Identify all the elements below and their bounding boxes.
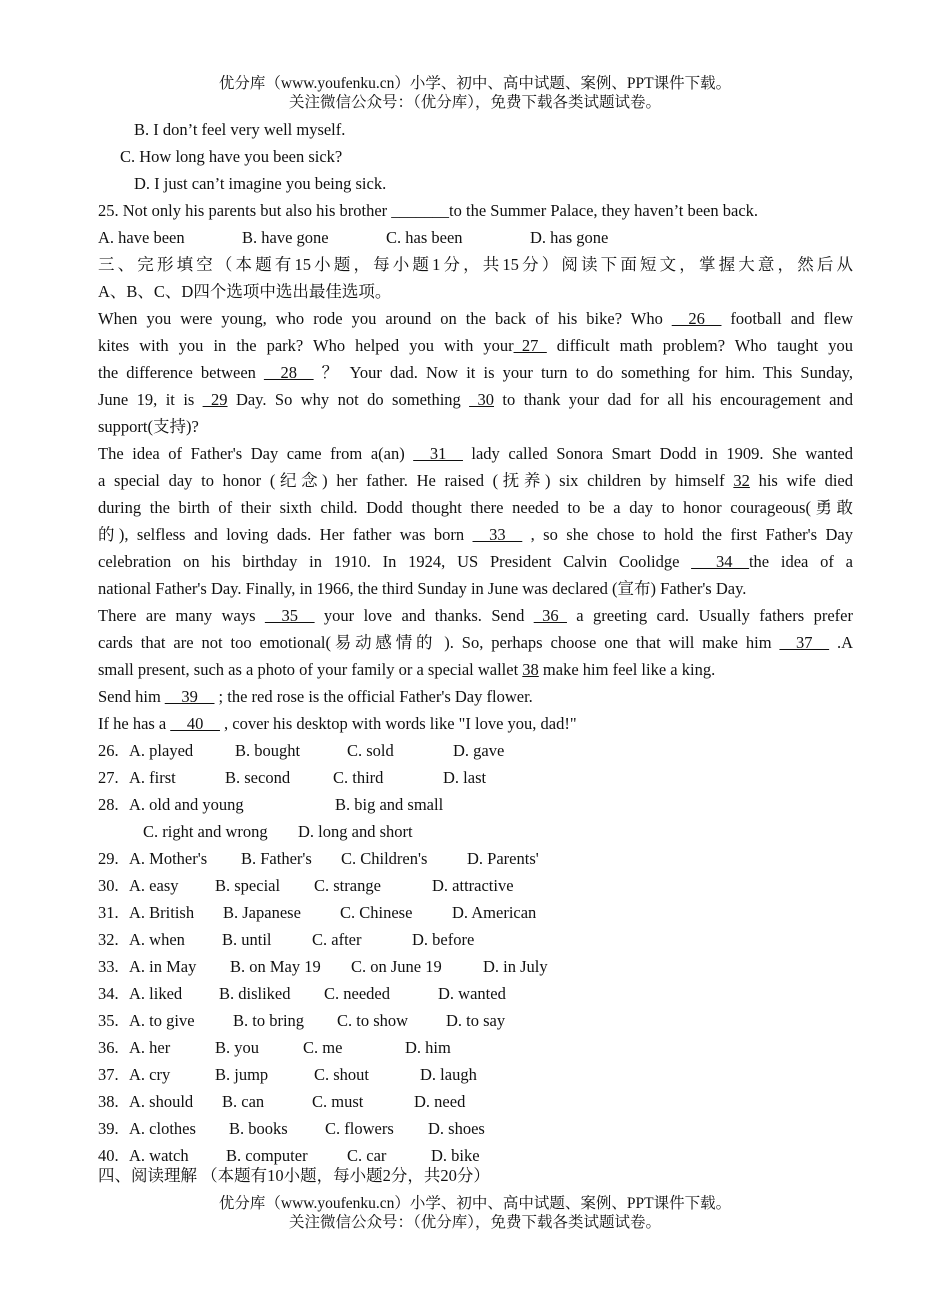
question-36 — [98, 1034, 853, 1061]
passage-p3-line-5 — [98, 710, 853, 737]
passage-text: kites with you in the park? Who helped you with your — [98, 336, 514, 355]
question-33 — [98, 953, 853, 980]
question-number: 28. — [98, 795, 119, 814]
q24-option-b: B. I don’t feel very well myself. — [134, 120, 346, 139]
question-number: 36. — [98, 1038, 119, 1057]
passage-text: make him feel like a king. — [538, 660, 716, 679]
question-option: B. big and small — [335, 795, 444, 814]
section3-title-line-1: 三、完形填空（本题有15小题，每小题1分，共15分）阅读下面短文，掌握大意，然后从 — [98, 255, 853, 274]
question-number: 29. — [98, 849, 119, 868]
question-38 — [98, 1088, 853, 1115]
question-26 — [98, 737, 853, 764]
passage-text: cards that are not too emotional(易动感情的 ). So, perhaps choose one that will make him — [98, 633, 780, 652]
question-option: B. until — [222, 930, 272, 949]
question-option: A. watch — [129, 1146, 189, 1165]
blank: _27_ — [513, 336, 547, 355]
q25-stem: 25. Not only his parents but also his brother _______to the Summer Palace, they haven’t been back. — [98, 201, 759, 220]
question-number: 40. — [98, 1146, 119, 1165]
question-option: D. to say — [446, 1011, 506, 1030]
question-number: 34. — [98, 984, 119, 1003]
passage-p2-line-6 — [98, 575, 853, 602]
question-option: C. after — [312, 930, 362, 949]
blank: ___34__ — [691, 552, 749, 571]
question-option: B. Japanese — [223, 903, 301, 922]
question-option: C. right and wrong — [143, 822, 268, 841]
question-option: C. third — [333, 768, 384, 787]
blank: 32 — [733, 471, 750, 490]
question-option: C. car — [347, 1146, 387, 1165]
passage-p1-line-5 — [98, 413, 853, 440]
question-option: C. flowers — [325, 1119, 394, 1138]
question-option: C. sold — [347, 741, 394, 760]
question-option: C. Chinese — [340, 903, 413, 922]
passage-text: , cover his desktop with words like "I love you, dad!" — [219, 714, 577, 733]
question-number: 31. — [98, 903, 119, 922]
question-option: D. attractive — [432, 876, 514, 895]
question-option: D. laugh — [420, 1065, 477, 1084]
passage-p2-line-5 — [98, 548, 853, 575]
passage-text: Send him — [98, 687, 165, 706]
passage-p1-line-2 — [98, 332, 853, 359]
passage-p3-line-2 — [98, 629, 853, 656]
question-option: B. books — [229, 1119, 288, 1138]
passage-p2-line-4 — [98, 521, 853, 548]
page-header-line-1: 优分库（www.youfenku.cn）小学、初中、高中试题、案例、PPT课件下载。 — [218, 75, 732, 92]
question-34 — [98, 980, 853, 1007]
question-option: D. need — [414, 1092, 466, 1111]
passage-text: difficult math problem? Who taught you — [546, 336, 854, 355]
passage-text: June 19, it is — [98, 390, 203, 409]
blank: __28__ — [264, 363, 314, 382]
question-option: A. in May — [129, 957, 197, 976]
blank: __40__ — [170, 714, 220, 733]
question-option: D. wanted — [438, 984, 506, 1003]
passage-text: football and flew — [721, 309, 853, 328]
question-number: 30. — [98, 876, 119, 895]
question-option: C. strange — [314, 876, 381, 895]
q25-option-b: B. have gone — [242, 228, 329, 247]
passage-text: a greeting card. Usually fathers prefer — [566, 606, 853, 625]
question-number: 38. — [98, 1092, 119, 1111]
passage-p2-line-3 — [98, 494, 853, 521]
passage-text: ; the red rose is the official Father's Day flower. — [214, 687, 533, 706]
q25-option-a: A. have been — [98, 228, 185, 247]
question-option: A. played — [129, 741, 194, 760]
passage-text: national Father's Day. Finally, in 1966, the third Sunday in June was declared (宣布) Father's Day. — [98, 579, 747, 598]
passage-p2-line-2 — [98, 467, 853, 494]
passage-text: his wife died — [749, 471, 854, 490]
passage-text: .A — [829, 633, 854, 652]
passage-text: support(支持)? — [98, 417, 199, 436]
question-28-options-line-2 — [143, 818, 898, 845]
question-option: A. liked — [129, 984, 183, 1003]
question-option: A. when — [129, 930, 185, 949]
blank: __33__ — [472, 525, 523, 544]
question-option: A. first — [129, 768, 176, 787]
blank: __31__ — [413, 444, 463, 463]
question-option: D. him — [405, 1038, 451, 1057]
question-number: 35. — [98, 1011, 119, 1030]
passage-text: , so she chose to hold the first Father's Day — [522, 525, 853, 544]
blank: __37__ — [779, 633, 830, 652]
question-number: 39. — [98, 1119, 119, 1138]
passage-p3-line-1 — [98, 602, 853, 629]
question-option: A. British — [129, 903, 195, 922]
question-option: A. cry — [129, 1065, 171, 1084]
q25-option-d: D. has gone — [530, 228, 609, 247]
question-option: D. long and short — [298, 822, 413, 841]
passage-p1-line-1 — [98, 305, 853, 332]
question-option: C. needed — [324, 984, 390, 1003]
passage-text: during the birth of their sixth child. Dodd thought there needed to be a day to honor courageous(勇敢 — [98, 498, 853, 517]
page-footer-line-1: 优分库（www.youfenku.cn）小学、初中、高中试题、案例、PPT课件下载。 — [218, 1195, 732, 1212]
passage-text: your love and thanks. Send — [314, 606, 534, 625]
passage-text: Day. So why not do something — [227, 390, 470, 409]
q25-options — [98, 224, 853, 251]
question-option: D. shoes — [428, 1119, 485, 1138]
passage-text: If he has a — [98, 714, 171, 733]
blank: _30 — [469, 390, 494, 409]
question-option: B. bought — [235, 741, 301, 760]
question-option: D. American — [452, 903, 537, 922]
passage-text: ？ Your dad. Now it is your turn to do something for him. This Sunday, — [313, 363, 853, 382]
question-option: A. to give — [129, 1011, 195, 1030]
q24-option-d: D. I just can’t imagine you being sick. — [134, 174, 387, 193]
passage-text: small present, such as a photo of your family or a special wallet — [98, 660, 523, 679]
question-29 — [98, 845, 853, 872]
section4-title: 四、阅读理解 （本题有10小题，每小题2分，共20分） — [98, 1166, 490, 1185]
question-option: D. last — [443, 768, 487, 787]
passage-text: a special day to honor (纪念) her father. He raised (抚养) six children by himself — [98, 471, 734, 490]
blank: __26__ — [671, 309, 722, 328]
blank: __35__ — [264, 606, 315, 625]
question-31 — [98, 899, 853, 926]
blank: 38 — [522, 660, 539, 679]
question-option: B. Father's — [241, 849, 312, 868]
question-option: A. Mother's — [129, 849, 208, 868]
passage-text: There are many ways — [98, 606, 265, 625]
passage-p3-line-3 — [98, 656, 853, 683]
question-option: C. Children's — [341, 849, 428, 868]
page-header-line-2: 关注微信公众号：（优分库），免费下载各类试题试卷。 — [288, 94, 661, 111]
question-option: C. must — [312, 1092, 364, 1111]
question-number: 27. — [98, 768, 119, 787]
passage-p3-line-4 — [98, 683, 853, 710]
question-option: A. clothes — [129, 1119, 196, 1138]
question-32 — [98, 926, 853, 953]
page-footer-line-2: 关注微信公众号：（优分库），免费下载各类试题试卷。 — [288, 1214, 661, 1231]
question-30 — [98, 872, 853, 899]
question-option: B. special — [215, 876, 281, 895]
passage-p1-line-3 — [98, 359, 853, 386]
question-35 — [98, 1007, 853, 1034]
passage-text: 的), selfless and loving dads. Her father was born — [98, 525, 473, 544]
question-option: B. jump — [215, 1065, 269, 1084]
section3-title-line-2: A、B、C、D四个选项中选出最佳选项。 — [98, 282, 392, 301]
blank: __39__ — [164, 687, 215, 706]
question-option: A. should — [129, 1092, 194, 1111]
q25-option-c: C. has been — [386, 228, 463, 247]
question-option: D. gave — [453, 741, 505, 760]
question-option: B. computer — [226, 1146, 308, 1165]
question-option: C. to show — [337, 1011, 409, 1030]
passage-p2-line-1 — [98, 440, 853, 467]
question-option: B. second — [225, 768, 291, 787]
question-number: 37. — [98, 1065, 119, 1084]
passage-p1-line-4 — [98, 386, 853, 413]
question-option: D. in July — [483, 957, 548, 976]
question-27 — [98, 764, 853, 791]
question-option: D. before — [412, 930, 475, 949]
question-number: 32. — [98, 930, 119, 949]
question-option: A. her — [129, 1038, 171, 1057]
question-option: C. on June 19 — [351, 957, 442, 976]
question-number: 33. — [98, 957, 119, 976]
blank: _29 — [202, 390, 228, 409]
question-option: A. old and young — [129, 795, 244, 814]
question-number: 26. — [98, 741, 119, 760]
question-option: B. you — [215, 1038, 260, 1057]
question-28 — [98, 791, 853, 818]
passage-text: lady called Sonora Smart Dodd in 1909. She wanted — [462, 444, 853, 463]
passage-text: When you were young, who rode you around on the back of his bike? Who — [98, 309, 672, 328]
question-option: B. to bring — [233, 1011, 305, 1030]
passage-text: celebration on his birthday in 1910. In 1924, US President Calvin Coolidge — [98, 552, 692, 571]
question-option: D. bike — [431, 1146, 480, 1165]
question-option: C. shout — [314, 1065, 370, 1084]
passage-text: the difference between — [98, 363, 265, 382]
blank: _36_ — [533, 606, 567, 625]
question-option: C. me — [303, 1038, 343, 1057]
question-39 — [98, 1115, 853, 1142]
passage-text: The idea of Father's Day came from a(an) — [98, 444, 414, 463]
question-option: B. can — [222, 1092, 265, 1111]
passage-text: to thank your dad for all his encouragement and — [494, 390, 854, 409]
question-option: A. easy — [129, 876, 179, 895]
q24-option-c: C. How long have you been sick? — [120, 147, 343, 166]
question-option: B. disliked — [219, 984, 291, 1003]
question-option: B. on May 19 — [230, 957, 321, 976]
question-37 — [98, 1061, 853, 1088]
passage-text: the idea of a — [748, 552, 853, 571]
question-option: D. Parents' — [467, 849, 539, 868]
